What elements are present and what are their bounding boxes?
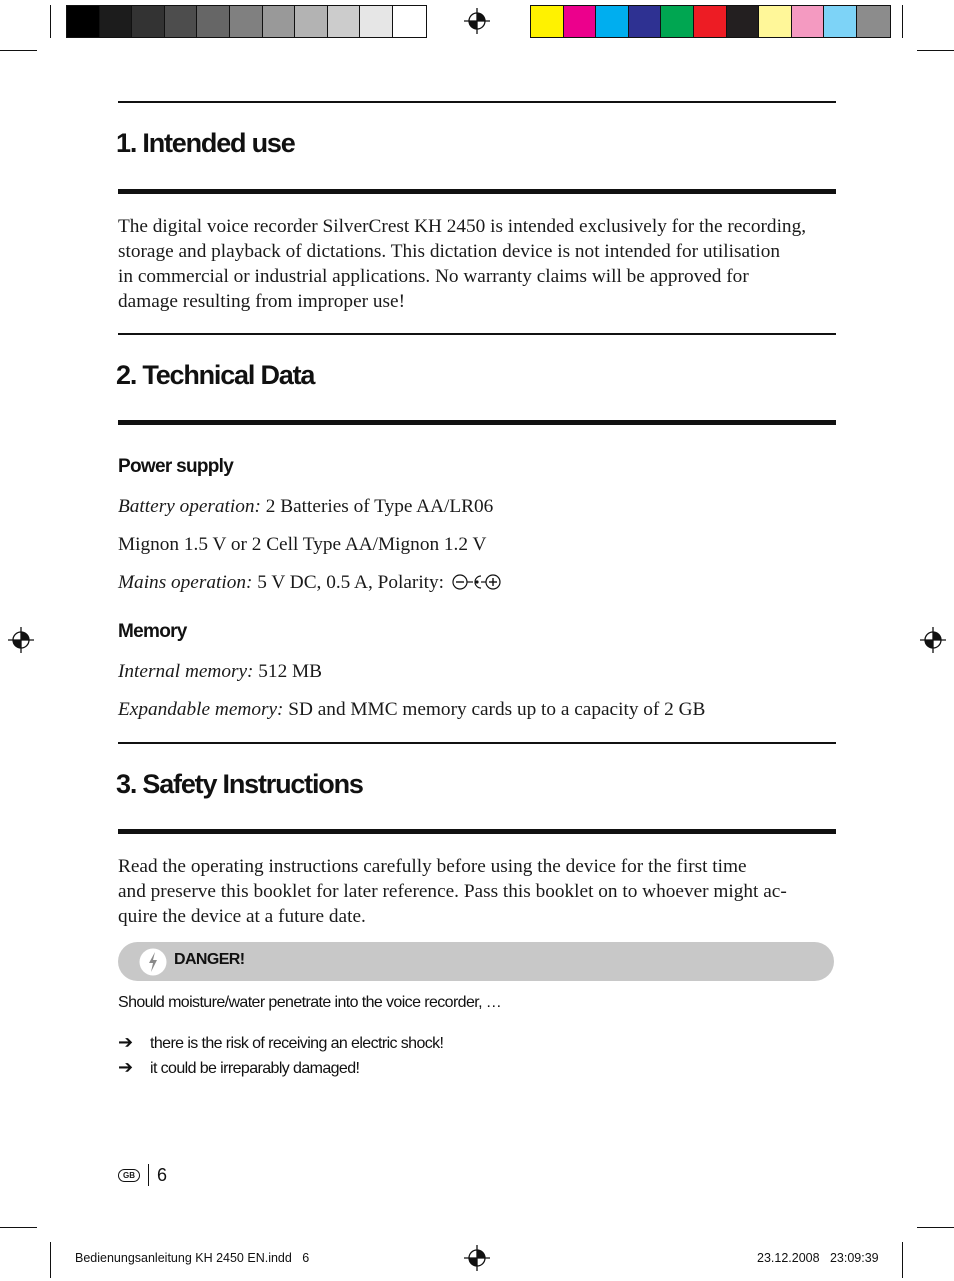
paragraph-line: Read the operating instructions carefully before using the device for the first time [118, 856, 747, 877]
section-rule-top [118, 101, 836, 103]
danger-title: DANGER! [174, 951, 245, 968]
crop-mark [0, 50, 37, 51]
arrow-right-icon: ➔ [118, 1057, 133, 1077]
color-swatch [759, 6, 792, 37]
crop-mark [917, 1227, 954, 1228]
dc-polarity-icon [452, 573, 502, 591]
color-swatch [360, 6, 393, 37]
expandable-memory-line [118, 699, 705, 721]
paragraph-line: and preserve this booklet for later reference. Pass this booklet on to whoever might ac- [118, 881, 787, 902]
color-swatch [792, 6, 825, 37]
registration-crosshair-icon [464, 1245, 490, 1271]
intended-use-paragraph [118, 214, 836, 314]
slug-date: 23.12.2008 23:09:39 [757, 1251, 879, 1265]
mains-operation-value: 5 V DC, 0.5 A, Polarity: [252, 572, 445, 593]
color-swatch [596, 6, 629, 37]
color-swatch [295, 6, 328, 37]
list-item-text: it could be irreparably damaged! [150, 1060, 360, 1077]
mignon-line: Mignon 1.5 V or 2 Cell Type AA/Mignon 1.2 V [118, 534, 487, 555]
color-swatch [393, 6, 426, 37]
page-number: 6 [157, 1164, 168, 1185]
crop-mark [50, 5, 51, 38]
paragraph-line: in commercial or industrial applications. No warranty claims will be approved for [118, 266, 749, 287]
arrow-right-icon: ➔ [118, 1032, 133, 1052]
crop-mark [902, 5, 903, 38]
crop-mark [902, 1242, 903, 1278]
paragraph-line: quire the device at a future date. [118, 906, 366, 927]
list-item [118, 1057, 359, 1078]
danger-banner [118, 942, 834, 981]
color-swatch [165, 6, 198, 37]
grayscale-color-bar [66, 5, 427, 38]
section-rule-bottom [118, 420, 836, 425]
section-heading-safety-instructions: 3. Safety Instructions [116, 769, 363, 799]
color-swatch [824, 6, 857, 37]
list-item-text: there is the risk of receiving an electric shock! [150, 1035, 444, 1052]
color-swatch [132, 6, 165, 37]
battery-operation-label: Battery operation: [118, 496, 261, 517]
color-swatch [328, 6, 361, 37]
danger-intro-text: Should moisture/water penetrate into the voice recorder, … [118, 994, 502, 1011]
country-badge: GB [118, 1169, 140, 1182]
safety-paragraph [118, 854, 836, 929]
list-item [118, 1032, 443, 1053]
battery-operation-line [118, 496, 493, 518]
lightning-icon [139, 948, 167, 976]
expandable-memory-value: SD and MMC memory cards up to a capacity of 2 GB [283, 699, 706, 720]
internal-memory-value: 512 MB [253, 661, 323, 682]
subheading-power-supply: Power supply [118, 456, 234, 477]
registration-crosshair-icon [920, 627, 946, 653]
color-swatch [694, 6, 727, 37]
section-rule-bottom [118, 189, 836, 194]
page-footer [118, 1164, 167, 1186]
color-swatch [67, 6, 100, 37]
registration-crosshair-icon [8, 627, 34, 653]
color-swatch [727, 6, 760, 37]
color-swatch [661, 6, 694, 37]
paragraph-line: damage resulting from improper use! [118, 291, 405, 312]
mains-operation-label: Mains operation: [118, 572, 253, 593]
color-swatch [197, 6, 230, 37]
crop-mark [0, 1227, 37, 1228]
subheading-memory: Memory [118, 621, 187, 642]
color-swatch [564, 6, 597, 37]
color-swatch [857, 6, 890, 37]
registration-crosshair-icon [464, 8, 490, 34]
color-swatch [100, 6, 133, 37]
expandable-memory-label: Expandable memory: [118, 699, 284, 720]
internal-memory-line [118, 661, 322, 683]
color-swatch [263, 6, 296, 37]
paragraph-line: The digital voice recorder SilverCrest KH 2450 is intended exclusively for the recording, [118, 216, 807, 237]
color-swatch [531, 6, 564, 37]
internal-memory-label: Internal memory: [118, 661, 254, 682]
slug-file-name: Bedienungsanleitung KH 2450 EN.indd 6 [75, 1251, 310, 1265]
color-swatch [629, 6, 662, 37]
crop-mark [917, 50, 954, 51]
footer-divider [148, 1164, 149, 1186]
process-color-bar [530, 5, 891, 38]
section-heading-intended-use: 1. Intended use [116, 128, 295, 158]
mains-operation-line [118, 572, 502, 594]
section-heading-technical-data: 2. Technical Data [116, 360, 315, 390]
paragraph-line: storage and playback of dictations. This dictation device is not intended for utilisation [118, 241, 781, 262]
section-rule-bottom [118, 829, 836, 834]
section-rule-top [118, 742, 836, 744]
section-rule-top [118, 333, 836, 335]
color-swatch [230, 6, 263, 37]
battery-operation-value: 2 Batteries of Type AA/LR06 [260, 496, 494, 517]
crop-mark [50, 1242, 51, 1278]
